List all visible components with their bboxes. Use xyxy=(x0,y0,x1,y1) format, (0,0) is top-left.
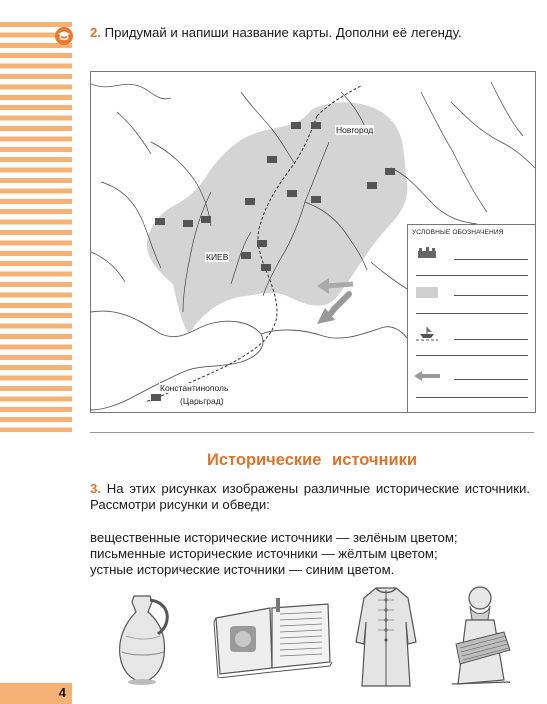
page-number-text: 4 xyxy=(58,685,66,700)
task-3-instructions xyxy=(90,530,530,578)
page-number xyxy=(0,683,72,704)
task-2-text: Придумай и напиши название карты. Дополни её легенду. xyxy=(104,25,462,40)
book-illustration[interactable] xyxy=(212,598,334,678)
task-3-text: На этих рисунках изображены различные исторические источники. Рассмотри рисунки и обведи: xyxy=(90,481,530,512)
legend-blank-8 xyxy=(416,397,528,398)
label-kiev: КИЕВ xyxy=(206,252,229,262)
legend-title: УСЛОВНЫЕ ОБОЗНАЧЕНИЯ xyxy=(412,229,504,236)
instruction-written: письменные исторические источники — жёлтым цветом; xyxy=(90,546,438,561)
section-divider xyxy=(90,432,534,433)
territory-swatch-icon xyxy=(416,287,438,298)
graduation-cap-icon xyxy=(55,27,73,45)
section-title: Исторические источники xyxy=(206,451,418,469)
arrow-symbol-icon xyxy=(414,371,440,381)
decorative-stripes xyxy=(0,22,72,432)
territory-shape xyxy=(147,102,407,334)
legend-blank-4 xyxy=(416,313,528,314)
task-3 xyxy=(90,481,530,513)
coastline xyxy=(91,311,263,410)
legend-blank-6 xyxy=(416,355,528,356)
gusli-player-illustration[interactable] xyxy=(446,580,518,692)
task-3-number: 3. xyxy=(90,481,101,496)
ship-route-icon xyxy=(416,325,438,341)
campaign-arrow-2 xyxy=(327,284,353,286)
legend-blank-5 xyxy=(454,339,528,340)
legend-blank-3 xyxy=(454,295,528,296)
legend-blank-2 xyxy=(416,275,528,276)
caftan-illustration[interactable] xyxy=(350,582,422,692)
legend-blank-1 xyxy=(454,259,528,260)
task-2 xyxy=(90,25,530,41)
legend-blank-7 xyxy=(454,379,528,380)
historical-map xyxy=(90,71,536,413)
map-legend xyxy=(407,224,536,413)
jug-illustration[interactable] xyxy=(112,590,174,690)
instruction-oral: устные исторические источники — синим цветом. xyxy=(90,562,395,577)
instruction-material: вещественные исторические источники — зелёным цветом; xyxy=(90,530,458,545)
label-constantinople: Константинополь xyxy=(160,383,229,393)
label-tsargrad: (Царьград) xyxy=(180,396,224,406)
label-novgorod: Новгород xyxy=(336,125,374,135)
task-2-number: 2. xyxy=(90,25,101,40)
city-symbol-icon xyxy=(416,247,438,259)
